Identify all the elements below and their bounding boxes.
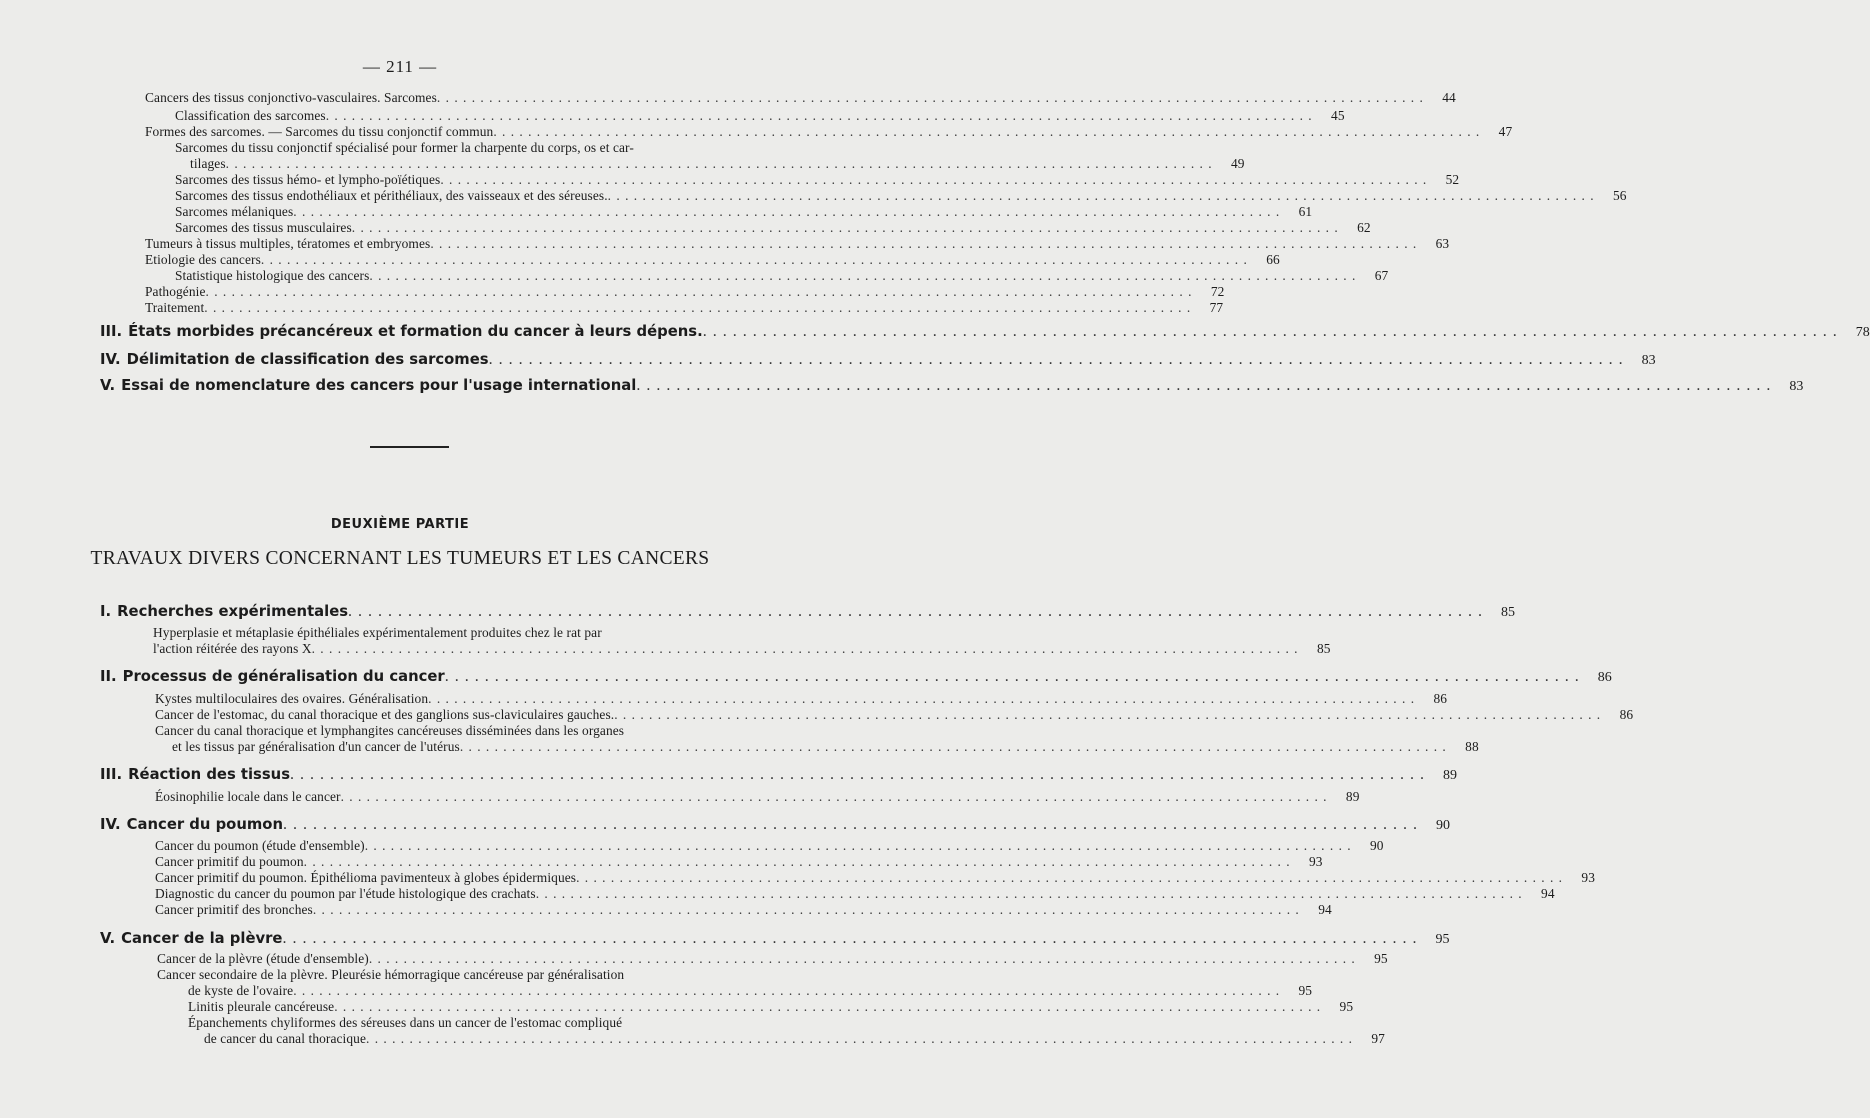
- toc-entry: et les tissus par généralisation d'un cancer de l'utérus . . . 88: [172, 739, 726, 757]
- toc-entry: Cancer de l'estomac, du canal thoracique et des ganglions sus-claviculaires gauches. . . . 86: [155, 707, 726, 725]
- toc-entry: Sarcomes des tissus musculaires . . . 62: [175, 220, 723, 238]
- part-title: TRAVAUX DIVERS CONCERNANT LES TUMEURS ET LES CANCERS: [90, 548, 710, 569]
- toc-entry: Cancer primitif du poumon. Épithélioma pavimenteux à globes épidermiques . . . 93: [155, 870, 726, 888]
- section-divider: [370, 446, 449, 448]
- toc-entry: Cancer primitif des bronches . . . 94: [155, 902, 726, 920]
- toc-entry: Sarcomes mélaniques . . . 61: [175, 204, 723, 222]
- part-label: DEUXIÈME PARTIE: [330, 517, 470, 532]
- toc-entry: de cancer du canal thoracique . . . 97: [204, 1031, 736, 1049]
- toc-entry: Pathogénie . . . 72: [145, 284, 723, 302]
- toc-entry: Tumeurs à tissus multiples, tératomes et embryomes . . . 63: [145, 236, 723, 254]
- toc-entry: Traitement . . . 77: [145, 300, 723, 318]
- toc-section: IV. Cancer du poumon . . . 90: [100, 816, 726, 834]
- toc-entry: Formes des sarcomes. — Sarcomes du tissu conjonctif commun . . . 47: [145, 124, 723, 142]
- toc-entry: Sarcomes des tissus hémo- et lympho-poïétiques . . . 52: [175, 172, 723, 190]
- toc-entry: Kystes multiloculaires des ovaires. Généralisation . . . 86: [155, 691, 726, 709]
- toc-entry: Cancer du poumon (étude d'ensemble) . . . 90: [155, 838, 726, 856]
- toc-entry: de kyste de l'ovaire . . . 95: [188, 983, 736, 1001]
- toc-entry: Classification des sarcomes . . . 45: [175, 108, 723, 126]
- toc-entry-continued: Sarcomes du tissu conjonctif spécialisé pour former la charpente du corps, os et car-: [175, 140, 634, 155]
- toc-entry-continued: Épanchements chyliformes des séreuses dans un cancer de l'estomac compliqué: [188, 1015, 623, 1030]
- toc-entry-continued: Cancer secondaire de la plèvre. Pleurésie hémorragique cancéreuse par généralisation: [157, 967, 625, 982]
- toc-entry: Cancer de la plèvre (étude d'ensemble) . . . 95: [157, 951, 736, 969]
- toc-entry: l'action réitérée des rayons X . . . 85: [153, 641, 726, 659]
- toc-section: III. Réaction des tissus . . . 89: [100, 766, 726, 784]
- toc-section: IV. Délimitation de classification des sarcomes . . . 83: [100, 351, 723, 369]
- toc-section: I. Recherches expérimentales . . . 85: [100, 603, 726, 621]
- toc-section: III. États morbides précancéreux et formation du cancer à leurs dépens. . . . 78: [100, 323, 723, 341]
- toc-entry: Cancer primitif du poumon . . . 93: [155, 854, 726, 872]
- toc-entry: Etiologie des cancers . . . 66: [145, 252, 723, 270]
- toc-section: II. Processus de généralisation du cancer . . . 86: [100, 668, 726, 686]
- toc-entry: Sarcomes des tissus endothéliaux et périthéliaux, des vaisseaux et des séreuses. . . . 56: [175, 188, 723, 206]
- toc-section: V. Essai de nomenclature des cancers pour l'usage international . . . 83: [100, 377, 723, 395]
- toc-entry: Diagnostic du cancer du poumon par l'étude histologique des crachats . . . 94: [155, 886, 726, 904]
- toc-section: V. Cancer de la plèvre . . . 95: [100, 930, 736, 948]
- toc-entry-continued: Hyperplasie et métaplasie épithéliales expérimentalement produites chez le rat par: [153, 625, 602, 640]
- toc-entry: tilages . . . 49: [190, 156, 723, 174]
- page-number: — 211 —: [362, 57, 438, 76]
- toc-entry: Éosinophilie locale dans le cancer . . . 89: [155, 789, 726, 807]
- toc-entry: Cancers des tissus conjonctivo-vasculaires. Sarcomes . . . 44: [145, 90, 723, 108]
- toc-entry-continued: Cancer du canal thoracique et lymphangites cancéreuses disséminées dans les organes: [155, 723, 625, 738]
- toc-entry: Statistique histologique des cancers . . . 67: [175, 268, 723, 286]
- toc-entry: Linitis pleurale cancéreuse . . . 95: [188, 999, 736, 1017]
